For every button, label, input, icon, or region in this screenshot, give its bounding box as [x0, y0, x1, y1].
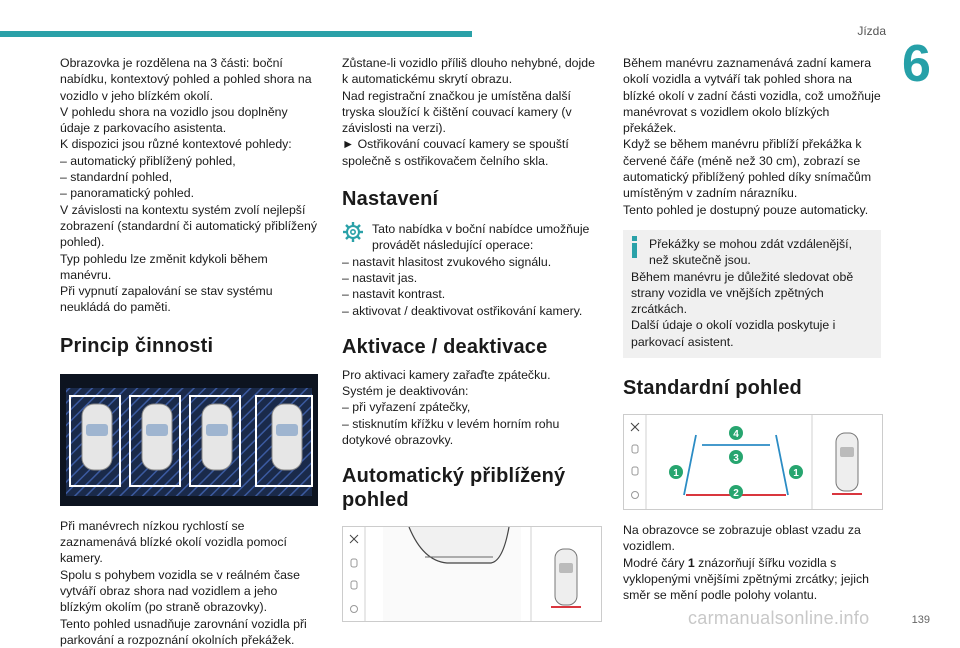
list-item: – při vyřazení zpátečky, — [342, 400, 471, 415]
marker-3 — [729, 450, 743, 464]
svg-text:4: 4 — [733, 429, 739, 441]
auto-zoom-view-screen — [342, 526, 602, 622]
paragraph: Systém je deaktivován: — [342, 384, 469, 399]
standard-view-screen — [623, 414, 883, 510]
marker-2 — [729, 485, 743, 499]
svg-text:2: 2 — [733, 488, 739, 500]
paragraph: Zůstane-li vozidlo příliš dlouho nehybné, dojde k automatickému skrytí obrazu. — [342, 56, 595, 87]
paragraph: Pro aktivaci kamery zařaďte zpátečku. — [342, 367, 551, 382]
heading-auto-zoom: Automatický přiblížený pohled — [342, 465, 566, 512]
gear-icon — [342, 221, 372, 254]
info-paragraph: Překážky se mohou zdát vzdálenější, než skutečně jsou. — [649, 236, 853, 268]
chapter-number: 6 — [902, 35, 931, 93]
line-number-ref: 1 — [687, 555, 695, 570]
paragraph: V závislosti na kontextu systém zvolí nejlepší zobrazení (standardní či automatický přiblížený pohled). — [60, 202, 317, 250]
paragraph: V pohledu shora na vozidlo jsou doplněny údaje z parkovacího asistenta. — [60, 104, 288, 136]
marker-1-right — [789, 465, 803, 479]
svg-text:1: 1 — [793, 468, 799, 480]
paragraph: Během manévru zaznamenává zadní kamera okolí vozidla a vytváří tak pohled shora na blízké okolí v zadní části vozidla, což umožňuje manévrovat s vozidlem okolo blízkých překážek. — [623, 56, 881, 136]
paragraph: Tento pohled je dostupný pouze automaticky. — [623, 202, 869, 217]
paragraph: Tento pohled usnadňuje zarovnání vozidla při parkování a rozpoznání okolních překážek. — [60, 616, 307, 647]
column-2 — [342, 55, 600, 622]
section-title: Jízda — [857, 24, 886, 38]
close-icon[interactable] — [631, 423, 639, 431]
heading-activation: Aktivace / deaktivace — [342, 335, 548, 358]
parking-cars-image — [60, 374, 318, 506]
list-item: – automatický přiblížený pohled, — [60, 153, 236, 168]
paragraph: Nad registrační značkou je umístěna další tryska sloužící k čištění couvací kamery (v závislosti na verzi). — [342, 88, 572, 136]
column-1 — [60, 55, 318, 648]
paragraph: Při vypnutí zapalování se stav systému neukládá do paměti. — [60, 284, 273, 315]
info-paragraph: Během manévru je důležité sledovat obě strany vozidla ve vnějších zpětných zrcátkách. — [631, 269, 854, 317]
paragraph: ► Ostřikování couvací kamery se spouští společně s ostřikovačem čelního skla. — [342, 137, 569, 168]
list-item: – aktivovat / deaktivovat ostřikování kamery. — [342, 303, 583, 318]
paragraph — [623, 555, 881, 604]
marker-1-left — [669, 465, 683, 479]
info-icon — [631, 236, 641, 258]
close-icon[interactable] — [350, 535, 358, 543]
page-number: 139 — [911, 614, 930, 626]
svg-text:3: 3 — [733, 453, 739, 465]
text-run: znázorňují šířku vozidla s vyklopenými vnějšími zpětnými zrcátky; jejich směr se mění podle polohy volantu. — [623, 555, 870, 603]
paragraph: K dispozici jsou různé kontextové pohledy: — [60, 137, 292, 152]
list-item: – nastavit jas. — [342, 270, 418, 285]
info-paragraph: Další údaje o okolí vozidla poskytuje i parkovací asistent. — [631, 318, 836, 349]
settings-lead: Tato nabídka v boční nabídce umožňuje provádět následující operace: — [372, 222, 590, 253]
paragraph: Na obrazovce se zobrazuje oblast vzadu za vozidlem. — [623, 523, 861, 554]
heading-standard-view: Standardní pohled — [623, 377, 802, 400]
paragraph: Spolu s pohybem vozidla se v reálném čase vytváří obraz shora nad vozidlem a jeho blízkým okolím (po straně obrazovky). — [60, 567, 300, 615]
paragraph: Obrazovka je rozdělena na 3 části: boční nabídku, kontextový pohled a pohled shora na vozidlo v jeho blízkém okolí. — [60, 56, 312, 103]
list-item: – panoramatický pohled. — [60, 186, 194, 201]
watermark: carmanualsonline.info — [688, 608, 870, 628]
list-item: – standardní pohled, — [60, 170, 173, 185]
svg-text:1: 1 — [673, 468, 679, 480]
paragraph: Typ pohledu lze změnit kdykoli během manévru. — [60, 251, 268, 282]
heading-settings: Nastavení — [342, 188, 439, 211]
list-item: – nastavit kontrast. — [342, 287, 446, 302]
header-accent-bar — [0, 31, 472, 37]
info-box — [623, 230, 881, 358]
paragraph: Když se během manévru přiblíží překážka k červené čáře (méně než 30 cm), zobrazí se automatický přiblížený pohled díky snímačům umístěným v zadním nárazníku. — [623, 137, 872, 201]
column-3 — [623, 55, 881, 604]
list-item: – stisknutím křížku v levém horním rohu dotykové obrazovky. — [342, 416, 560, 448]
paragraph: Při manévrech nízkou rychlostí se zaznamenává blízké okolí vozidla pomocí kamery. — [60, 518, 287, 566]
list-item: – nastavit hlasitost zvukového signálu. — [342, 254, 552, 269]
heading-principle: Princip činnosti — [60, 334, 214, 357]
top-view-parking-illustration — [60, 374, 318, 506]
marker-4 — [729, 426, 743, 440]
text-run: Modré čáry — [623, 555, 688, 570]
